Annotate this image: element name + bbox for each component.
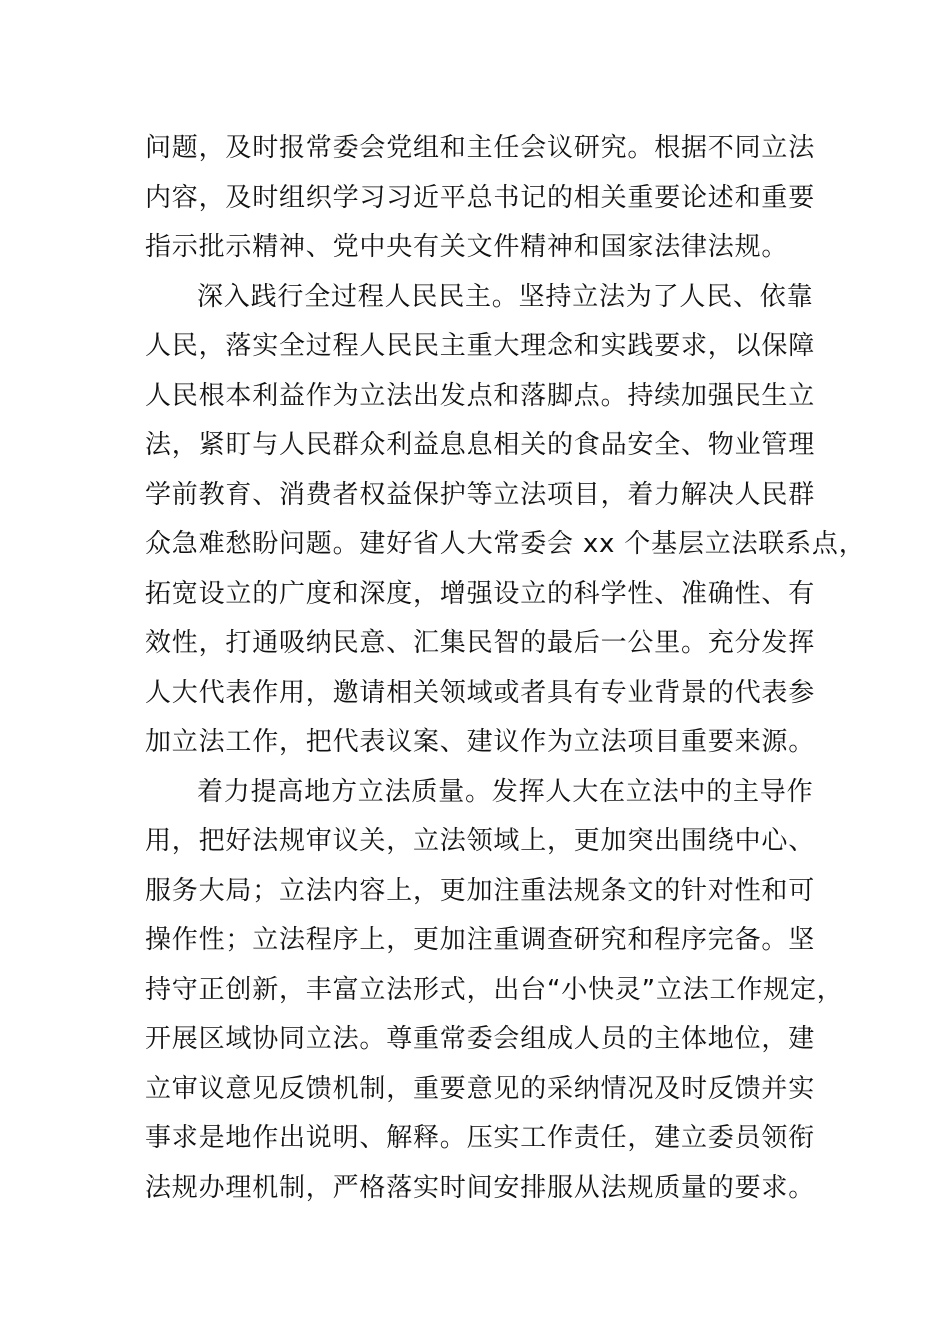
paragraph-line: 操作性；立法程序上，更加注重调查研究和程序完备。坚	[145, 925, 816, 955]
paragraph-line: 问题，及时报常委会党组和主任会议研究。根据不同立法	[145, 133, 816, 163]
paragraph-line: 开展区域协同立法。尊重常委会组成人员的主体地位，建	[145, 1024, 816, 1054]
paragraph-line: 用，把好法规审议关，立法领域上，更加突出围绕中心、	[145, 826, 816, 856]
paragraph-line: 深入践行全过程人民民主。坚持立法为了人民、依靠	[197, 281, 814, 312]
paragraph-2	[145, 273, 866, 768]
paragraph-line: 众急难愁盼问题。建好省人大常委会 xx 个基层立法联系点，	[145, 529, 866, 559]
paragraph-line: 持守正创新，丰富立法形式，出台“小快灵”立法工作规定，	[145, 974, 844, 1005]
paragraph-line: 法规办理机制，严格落实时间安排服从法规质量的要求。	[145, 1172, 816, 1203]
paragraph-line: 立审议意见反馈机制，重要意见的采纳情况及时反馈并实	[145, 1073, 816, 1104]
paragraph-line: 人大代表作用，邀请相关领域或者具有专业背景的代表参	[145, 677, 816, 708]
paragraph-line: 效性，打通吸纳民意、汇集民智的最后一公里。充分发挥	[145, 628, 816, 658]
paragraph-line: 人民，落实全过程人民民主重大理念和实践要求，以保障	[145, 331, 816, 361]
document-body	[145, 124, 866, 1213]
paragraph-line: 加立法工作，把代表议案、建议作为立法项目重要来源。	[145, 727, 816, 757]
paragraph-line: 拓宽设立的广度和深度，增强设立的科学性、准确性、有	[145, 578, 816, 609]
paragraph-line: 法，紧盯与人民群众利益息息相关的食品安全、物业管理	[145, 430, 816, 460]
paragraph-line: 服务大局；立法内容上，更加注重法规条文的针对性和可	[145, 875, 816, 906]
paragraph-1	[145, 124, 815, 273]
paragraph-line: 人民根本利益作为立法出发点和落脚点。持续加强民生立	[145, 380, 816, 411]
paragraph-line: 指示批示精神、党中央有关文件精神和国家法律法规。	[145, 232, 789, 262]
paragraph-3	[145, 768, 844, 1214]
paragraph-line: 着力提高地方立法质量。发挥人大在立法中的主导作	[197, 776, 814, 807]
paragraph-line: 事求是地作出说明、解释。压实工作责任，建立委员领衔	[145, 1123, 816, 1153]
paragraph-line: 学前教育、消费者权益保护等立法项目，着力解决人民群	[145, 479, 816, 510]
paragraph-line: 内容，及时组织学习习近平总书记的相关重要论述和重要	[145, 182, 816, 213]
